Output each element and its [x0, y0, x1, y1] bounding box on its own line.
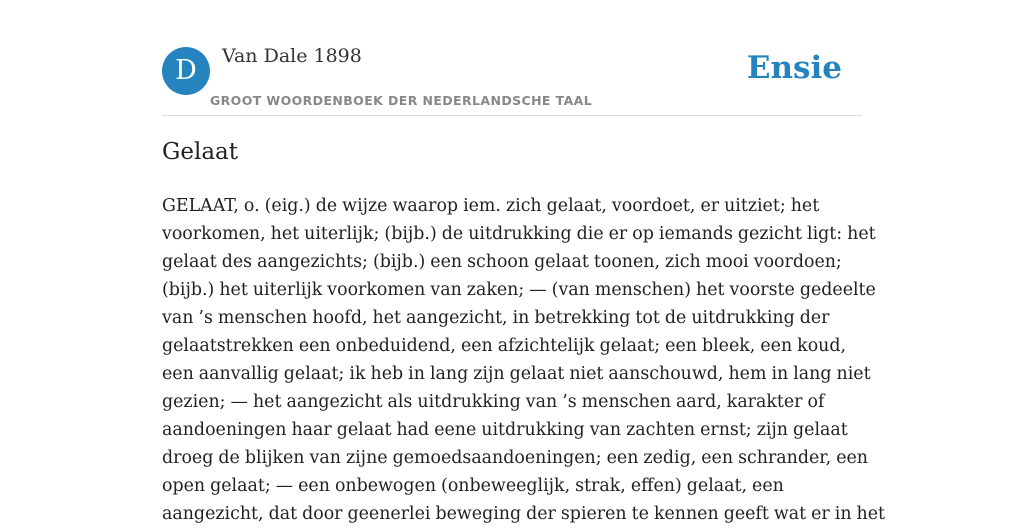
definition-line: droeg de blijken van zijne gemoedsaandoeningen; een zedig, een schrander, een	[162, 448, 868, 468]
definition-line: (bijb.) het uiterlijk voorkomen van zaken; — (van menschen) het voorste gedeelte	[162, 280, 876, 300]
definition-line: GELAAT, o. (eig.) de wijze waarop iem. zich gelaat, voordoet, er uitziet; het	[162, 196, 820, 216]
definition-line: gelaatstrekken een onbeduidend, een afzichtelijk gelaat; een bleek, een koud,	[162, 336, 847, 356]
entry-definition	[162, 192, 886, 528]
entry-title: Gelaat	[162, 139, 239, 165]
brand-logo[interactable]: Ensie	[746, 50, 842, 86]
definition-line: aandoeningen haar gelaat had eene uitdrukking van zachten ernst; zijn gelaat	[162, 420, 848, 440]
source-subtitle: GROOT WOORDENBOEK DER NEDERLANDSCHE TAAL	[210, 93, 593, 108]
definition-line: van ’s menschen hoofd, het aangezicht, in betrekking tot de uitdrukking der	[162, 308, 830, 328]
definition-line: een aanvallig gelaat; ik heb in lang zijn gelaat niet aanschouwd, hem in lang niet	[162, 364, 871, 384]
source-logo[interactable]: D	[162, 47, 210, 95]
definition-line: open gelaat; — een onbewogen (onbeweeglijk, strak, effen) gelaat, een	[162, 476, 784, 496]
definition-line: voorkomen, het uiterlijk; (bijb.) de uitdrukking die er op iemands gezicht ligt: het	[162, 224, 876, 244]
source-title[interactable]: Van Dale 1898	[222, 45, 362, 67]
definition-line: gelaat des aangezichts; (bijb.) een schoon gelaat toonen, zich mooi voordoen;	[162, 252, 842, 272]
definition-line: gezien; — het aangezicht als uitdrukking van ’s menschen aard, karakter of	[162, 392, 825, 412]
header	[162, 0, 862, 116]
definition-line: aangezicht, dat door geenerlei beweging der spieren te kennen geeft wat er in het	[162, 504, 886, 524]
